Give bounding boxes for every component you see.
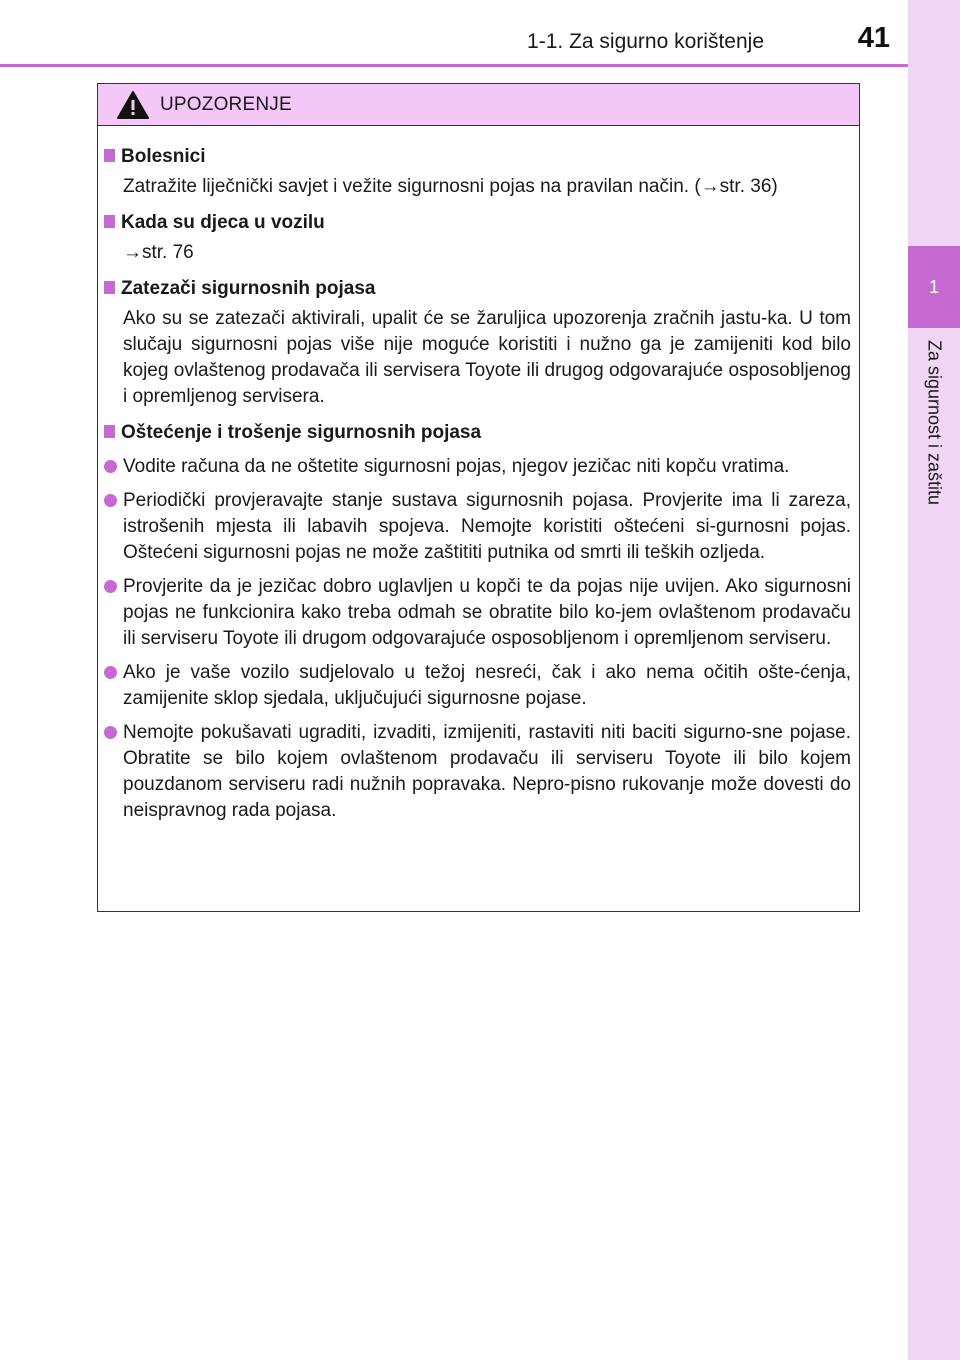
section-ostecenje — [104, 420, 851, 824]
list-item: Provjerite da je jezičac dobro uglavljen u kopči te da pojas nije uvijen. Ako sigurnosni pojas ne funkcionira kako treba odmah se obratite bilo ko-jem ovlaštenom prodavaču ili serviseru Toyote ili drugom odgovarajuće osposobljenom i opremljenom serviseru. — [104, 574, 851, 652]
round-bullet-icon — [104, 726, 117, 739]
round-bullet-icon — [104, 494, 117, 507]
side-tab — [908, 0, 960, 1360]
warning-label: UPOZORENJE — [160, 93, 292, 115]
section-title-text: Kada su djeca u vozilu — [121, 212, 325, 233]
square-bullet-icon — [104, 215, 115, 228]
section-title: 1-1. Za sigurno korištenje — [527, 30, 764, 53]
warning-triangle-icon — [116, 90, 150, 120]
list-item: Vodite računa da ne oštetite sigurnosni pojas, njegov jezičac niti kopču vratima. — [104, 454, 851, 480]
section-bolesnici — [104, 144, 851, 200]
section-paragraph: Zatražite liječnički savjet i vežite sigurnosni pojas na pravilan način. (→str. 36) — [123, 176, 778, 197]
chapter-number-box — [908, 246, 960, 328]
section-title-text: Zatezači sigurnosnih pojasa — [121, 278, 376, 299]
header-rule — [0, 64, 908, 67]
section-zatezaci — [104, 276, 851, 410]
page-reference: →str. 76 — [123, 242, 194, 263]
chapter-title: Za sigurnost i zaštitu — [924, 340, 945, 506]
list-item: Periodički provjeravajte stanje sustava sigurnosnih pojasa. Provjerite ima li zareza, istrošenih mjesta ili labavih spojeva. Nemojte koristiti oštećeni si-gurnosni pojas. Oštećeni sigurnosni pojas ne može zaštititi putnika od smrti ili teških ozljeda. — [104, 488, 851, 566]
square-bullet-icon — [104, 281, 115, 294]
section-title-text: Bolesnici — [121, 146, 206, 167]
section-paragraph: Ako su se zatezači aktivirali, upalit će se žaruljica upozorenja zračnih jastu-ka. U tom slučaju sigurnosni pojas više nije moguće koristiti i nužno ga je zamijeniti kod bilo kojeg ovlaštenog prodavača ili servisera Toyote ili drugog odgovarajuće osposobljenog i opremljenog servisera. — [123, 308, 851, 407]
round-bullet-icon — [104, 460, 117, 473]
square-bullet-icon — [104, 425, 115, 438]
list-item: Nemojte pokušavati ugraditi, izvaditi, izmijeniti, rastaviti niti baciti sigurno-sne pojase. Obratite se bilo kojem ovlaštenom prodavaču ili serviseru Toyote ili bilo kojem pouzdanom serviseru radi nužnih popravaka. Nepro-pisno rukovanje može dovesti do neispravnog rada pojasa. — [104, 720, 851, 824]
warning-header — [98, 84, 859, 126]
page-number: 41 — [857, 22, 890, 54]
list-item: Ako je vaše vozilo sudjelovalo u težoj nesreći, čak i ako nema očitih ošte-ćenja, zamijenite sklop sjedala, uključujući sigurnosne pojase. — [104, 660, 851, 712]
square-bullet-icon — [104, 149, 115, 162]
round-bullet-icon — [104, 666, 117, 679]
round-bullet-icon — [104, 580, 117, 593]
chapter-number: 1 — [928, 276, 939, 297]
section-title-text: Oštećenje i trošenje sigurnosnih pojasa — [121, 422, 482, 443]
warning-box — [97, 83, 860, 912]
section-djeca — [104, 210, 851, 266]
warning-body — [98, 126, 859, 824]
